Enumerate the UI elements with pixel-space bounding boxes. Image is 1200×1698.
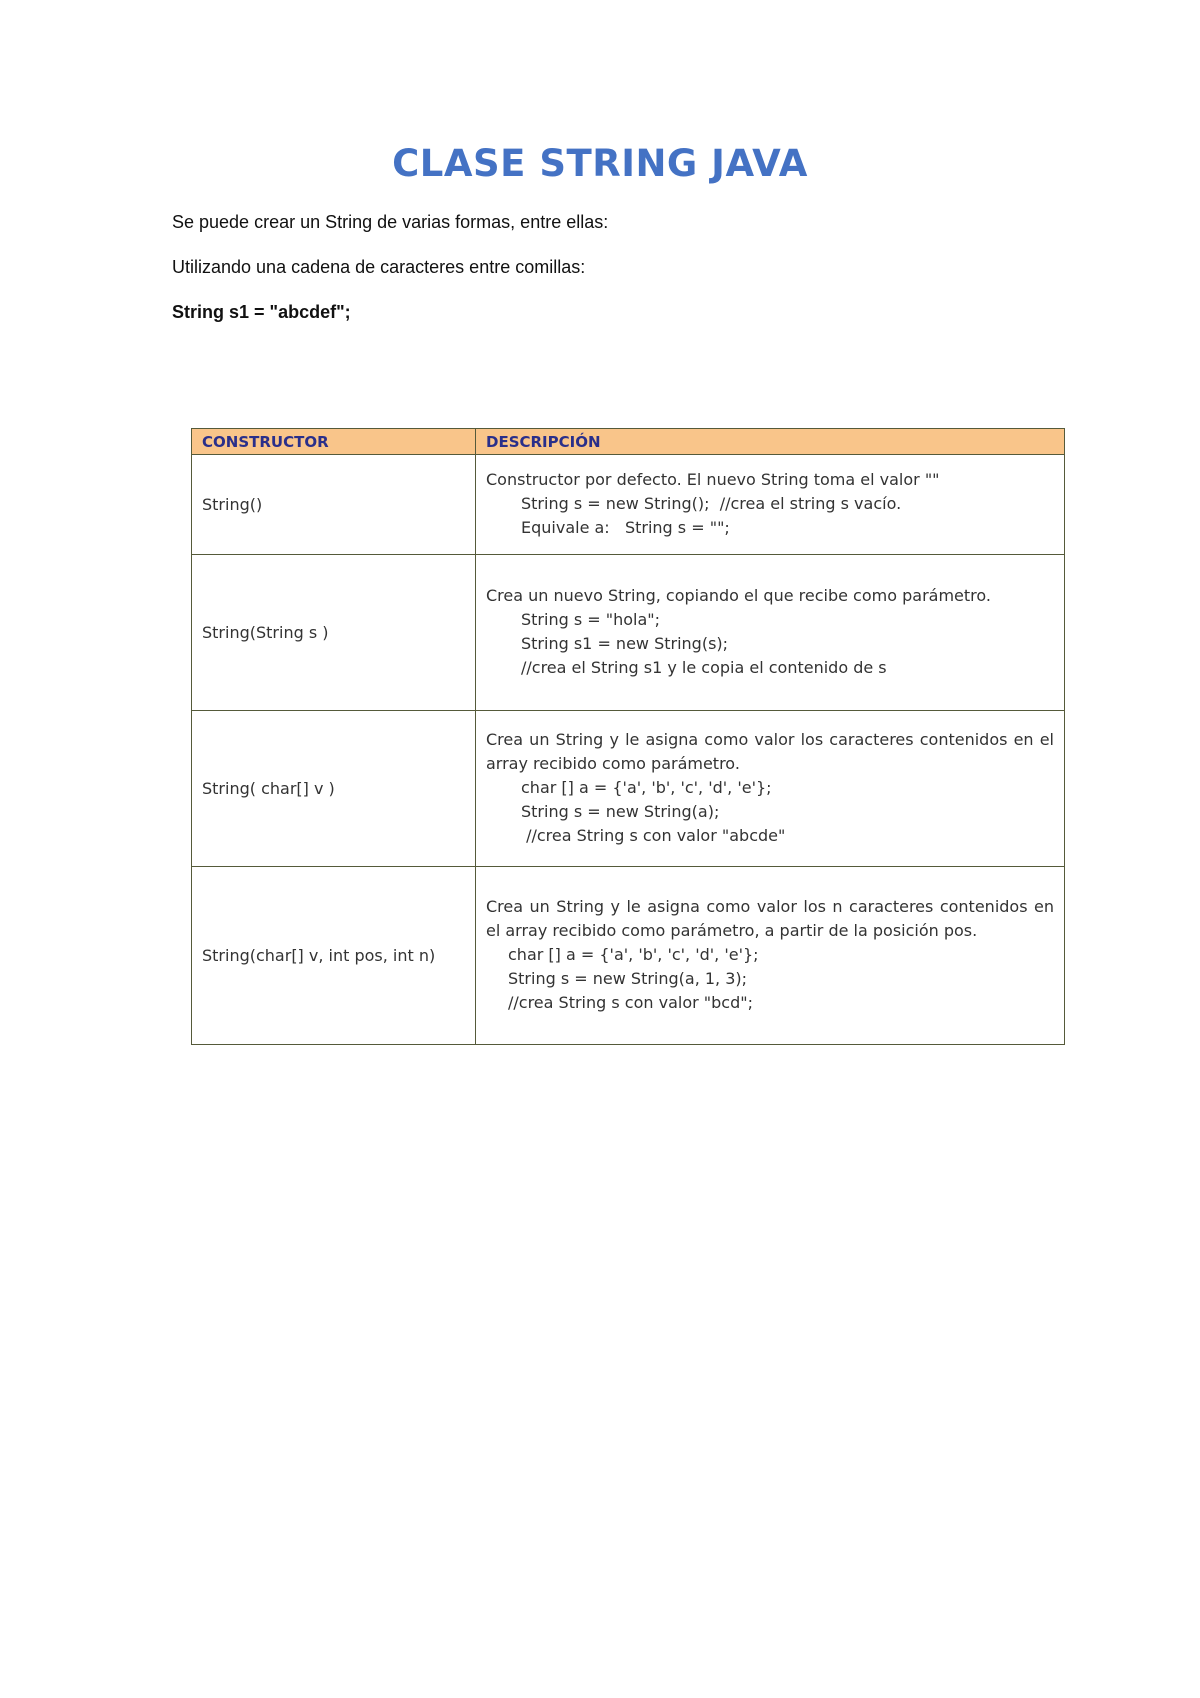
code-line: //crea String s con valor "abcde": [521, 825, 786, 845]
description-cell: [476, 867, 1065, 1045]
intro-paragraph: Se puede crear un String de varias formas, entre ellas:: [172, 212, 609, 232]
description-text: Crea un String y le asigna como valor los n caracteres contenidos en el array recibido como parámetro, a partir de la posición pos.: [486, 896, 1054, 940]
constructor-table: [191, 428, 1065, 1045]
code-line: Equivale a: String s = "";: [521, 517, 730, 537]
table-row: [192, 455, 1065, 555]
description-cell: [476, 711, 1065, 867]
constructor-cell: String(String s ): [192, 555, 476, 711]
code-line: String s = new String(a);: [521, 801, 720, 821]
code-line: String s = new String(); //crea el string s vacío.: [521, 493, 902, 513]
constructor-cell: String(char[] v, int pos, int n): [192, 867, 476, 1045]
subintro-paragraph: Utilizando una cadena de caracteres entre comillas:: [172, 257, 586, 277]
code-line: char [] a = {'a', 'b', 'c', 'd', 'e'};: [508, 944, 759, 964]
constructor-cell: String( char[] v ): [192, 711, 476, 867]
description-cell: [476, 555, 1065, 711]
page-title: CLASE STRING JAVA: [392, 142, 808, 185]
code-line: String s1 = new String(s);: [521, 633, 729, 653]
code-line: //crea String s con valor "bcd";: [508, 992, 753, 1012]
code-line: String s = new String(a, 1, 3);: [508, 968, 748, 988]
header-description: DESCRIPCIÓN: [476, 429, 1065, 455]
code-line: //crea el String s1 y le copia el contenido de s: [521, 657, 887, 677]
table-header-row: [192, 429, 1065, 455]
example-code: String s1 = "abcdef";: [172, 302, 351, 322]
description-text: Crea un nuevo String, copiando el que recibe como parámetro.: [486, 585, 991, 605]
table-row: [192, 867, 1065, 1045]
constructor-cell: String(): [192, 455, 476, 555]
description-text: Constructor por defecto. El nuevo String toma el valor "": [486, 469, 940, 489]
description-cell: [476, 455, 1065, 555]
header-constructor: CONSTRUCTOR: [192, 429, 476, 455]
code-line: String s = "hola";: [521, 609, 661, 629]
code-line: char [] a = {'a', 'b', 'c', 'd', 'e'};: [521, 777, 772, 797]
description-text: Crea un String y le asigna como valor los caracteres contenidos en el array recibido como parámetro.: [486, 729, 1054, 773]
table-row: [192, 555, 1065, 711]
table-row: [192, 711, 1065, 867]
